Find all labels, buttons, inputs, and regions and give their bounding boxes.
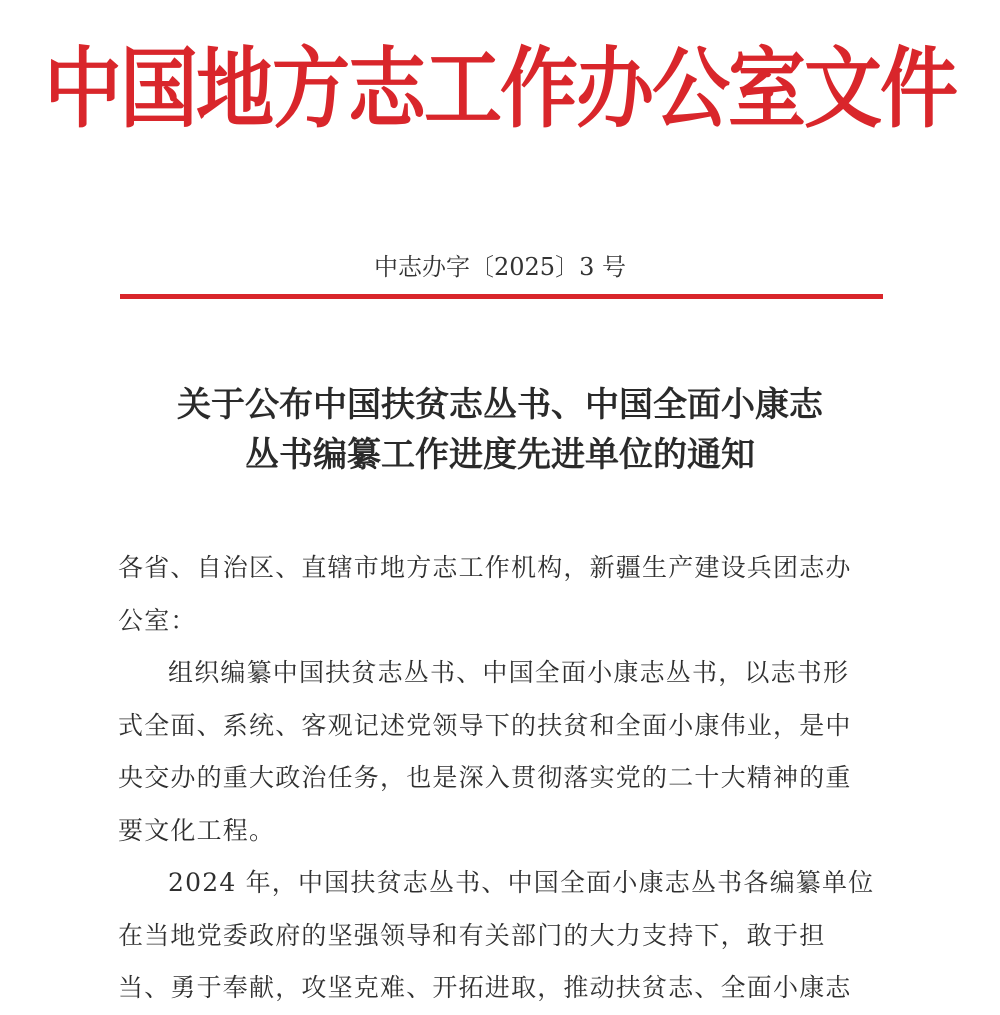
body-line: 公室： — [118, 605, 197, 635]
red-divider-line — [120, 294, 883, 299]
document-number: 中志办字〔2025〕3 号 — [374, 253, 626, 281]
notice-title — [100, 380, 900, 480]
body-line: 在当地党委政府的坚强领导和有关部门的大力支持下，敢于担 — [118, 920, 826, 950]
body-line: 组织编纂中国扶贫志丛书、中国全面小康志丛书，以志书形 — [168, 658, 850, 687]
body-line: 各省、自治区、直辖市地方志工作机构，新疆生产建设兵团志办 — [118, 553, 852, 582]
body-line: 央交办的重大政治任务，也是深入贯彻落实党的二十大精神的重 — [118, 763, 852, 792]
document-header-title: 中国地方志工作办公室文件 — [43, 39, 956, 141]
notice-body — [118, 542, 888, 1015]
body-line: 当、勇于奉献，攻坚克难、开拓进取，推动扶贫志、全面小康志 — [118, 973, 852, 1002]
notice-title-line-2: 丛书编纂工作进度先进单位的通知 — [245, 435, 755, 475]
body-line: 要文化工程。 — [118, 815, 276, 845]
body-line: 式全面、系统、客观记述党领导下的扶贫和全面小康伟业，是中 — [118, 710, 852, 740]
notice-title-line-1: 关于公布中国扶贫志丛书、中国全面小康志 — [177, 385, 823, 425]
body-line: 2024 年，中国扶贫志丛书、中国全面小康志丛书各编纂单位 — [168, 868, 875, 897]
